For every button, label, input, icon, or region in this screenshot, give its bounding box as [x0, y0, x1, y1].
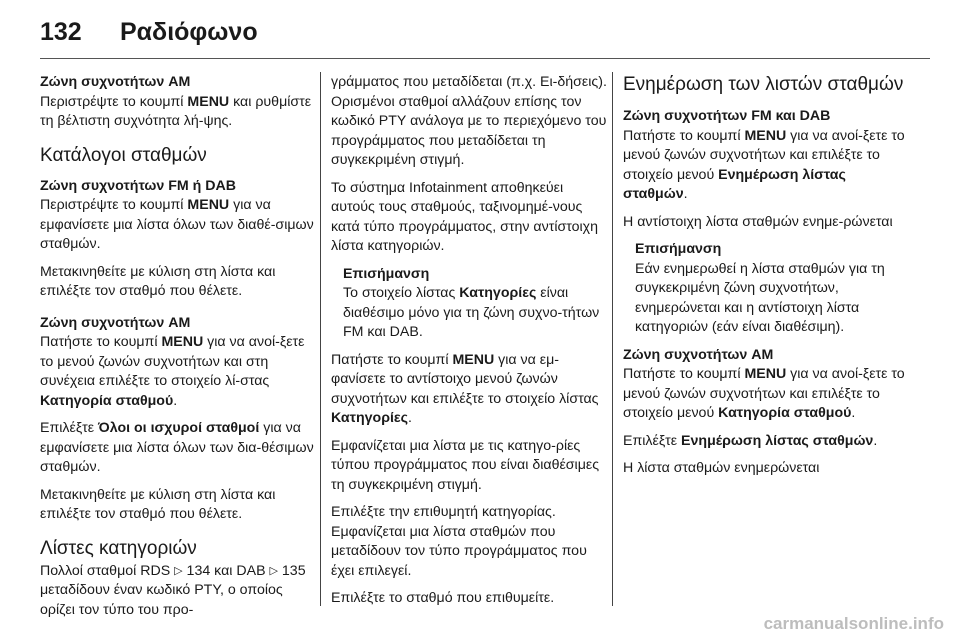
select-station-paragraph: Επιλέξτε το σταθμό που επιθυμείτε.: [331, 590, 555, 606]
menu-item-label: Κατηγορία σταθμού: [718, 405, 852, 421]
menu-item-label: Ενημέρωση λίστας σταθμών: [681, 432, 874, 449]
menu-button-label: MENU: [744, 366, 787, 382]
column-3: [623, 73, 913, 487]
pty-paragraph: γράμματος που μεταδίδεται (π.χ. Ει-δήσεις). Ορισμένοι σταθμοί αλλάζουν επίσης τον κωδικό PTY ανάλογα με το περιεχόμενο του προγράμματος που μεταδίδεται τη συγκεκριμένη στιγμή.: [331, 74, 607, 168]
column-divider-1: [320, 72, 321, 606]
subheading: Ζώνη συχνοτήτων FM και DAB: [623, 108, 831, 124]
column-2: [331, 73, 607, 617]
category-list-paragraph: Εμφανίζεται μια λίστα με τις κατηγο-ρίες τύπου προγράμματος που είναι διαθέσιμες τη συγκεκριμένη στιγμή.: [331, 437, 600, 493]
select-paragraph: Επιλέξτε Όλοι οι ισχυροί σταθμοί για να εμφανίσετε μια λίστα όλων των δια-θέσιμων σταθμών.: [40, 420, 314, 475]
update-status-paragraph: Η αντίστοιχη λίστα σταθμών ενημε-ρώνεται: [623, 213, 893, 230]
menu-button-label: MENU: [187, 197, 230, 213]
cross-reference-arrow-icon: ▷: [174, 564, 183, 577]
scroll-paragraph: Μετακινηθείτε με κύλιση στη λίστα και επιλέξτε τον σταθμό που θέλετε.: [40, 486, 276, 522]
menu-button-label: MENU: [161, 334, 204, 350]
menu-button-label: MENU: [187, 93, 230, 110]
menu-paragraph: Πατήστε το κουμπί MENU για να εμ-φανίσετε το αντίστοιχο μενού ζωνών συχνοτήτων και επιλέξτε το στοιχείο λίστας Κατηγορίες.: [331, 351, 599, 426]
column-1: [40, 73, 315, 628]
am-tuning-paragraph: Ζώνη συχνοτήτων AM Περιστρέψτε το κουμπί MENU και ρυθμίστε τη βέλτιστη συχνότητα λή-ψης.: [40, 74, 312, 129]
menu-item-label: Κατηγορίες: [459, 285, 537, 301]
select-category-paragraph: Επιλέξτε την επιθυμητή κατηγορίας. Εμφανίζεται μια λίστα σταθμών που μεταδίδουν τον τύπο προγράμματος που έχει επιλεγεί.: [331, 504, 587, 579]
select-update-paragraph: Επιλέξτε Ενημέρωση λίστας σταθμών.: [623, 432, 878, 449]
fm-dab-update-paragraph: Ζώνη συχνοτήτων FM και DAB Πατήστε το κουμπί MENU για να ανοί-ξετε το μενού ζωνών συχνοτήτων και επιλέξτε το στοιχείο μενού Ενημέρωση λίστας σταθμών.: [623, 108, 905, 202]
subheading: Ζώνη συχνοτήτων AM: [40, 74, 191, 90]
subheading: Ζώνη συχνοτήτων AM: [40, 314, 191, 331]
am-list-paragraph: Ζώνη συχνοτήτων AM Πατήστε το κουμπί MENU για να ανοί-ξετε το μενού ζωνών συχνοτήτων και στη συνέχεια επιλέξτε το στοιχείο λί-στας Κατηγορία σταθμού.: [40, 314, 305, 409]
menu-item-label: Ενημέρωση λίστας σταθμών: [623, 166, 846, 202]
section-title: Ενημέρωση των λιστών σταθμών: [623, 74, 904, 95]
menu-item-label: Όλοι οι ισχυροί σταθμοί: [98, 420, 260, 436]
fm-dab-paragraph: Ζώνη συχνοτήτων FM ή DAB Περιστρέψτε το κουμπί MENU για να εμφανίσετε μια λίστα όλων των διαθέ-σιμων σταθμών.: [40, 177, 314, 252]
update-status-paragraph: Η λίστα σταθμών ενημερώνεται: [623, 460, 820, 476]
menu-item-label: Κατηγορία σταθμού: [40, 392, 174, 409]
menu-item-label: Κατηγορίες: [331, 410, 409, 426]
am-update-paragraph: Ζώνη συχνοτήτων AM Πατήστε το κουμπί MENU για να ανοί-ξετε το μενού ζωνών συχνοτήτων και επιλέξτε το στοιχείο μενού Κατηγορία σταθμού.: [623, 346, 905, 421]
section-title: Λίστες κατηγοριών: [40, 537, 197, 559]
subheading: Ζώνη συχνοτήτων AM: [623, 346, 774, 363]
note-box: Επισήμανση Το στοιχείο λίστας Κατηγορίες είναι διαθέσιμο μόνο για τη ζώνη συχνο-τήτων FM και DAB.: [343, 265, 600, 340]
menu-button-label: MENU: [452, 351, 495, 368]
page-title: Ραδιόφωνο: [120, 18, 258, 46]
watermark: carmanualsonline.info: [763, 614, 944, 633]
section-title: Κατάλογοι σταθμών: [40, 144, 207, 166]
header-rule: [40, 58, 930, 59]
note-box: Επισήμανση Εάν ενημερωθεί η λίστα σταθμών για τη συγκεκριμένη ζώνη συχνοτήτων, ενημερώνεται και η αντίστοιχη λίστα κατηγοριών (εάν είναι διαθέσιμη).: [635, 241, 885, 335]
scroll-paragraph: Μετακινηθείτε με κύλιση στη λίστα και επιλέξτε τον σταθμό που θέλετε.: [40, 263, 276, 299]
cross-reference-arrow-icon: ▷: [269, 564, 278, 577]
column-divider-2: [612, 72, 613, 606]
note-heading: Επισήμανση: [343, 265, 430, 282]
menu-button-label: MENU: [744, 127, 787, 144]
subheading: Ζώνη συχνοτήτων FM ή DAB: [40, 177, 236, 194]
note-heading: Επισήμανση: [635, 241, 722, 257]
page-number: 132: [40, 18, 82, 46]
category-intro-paragraph: Πολλοί σταθμοί RDS ▷ 134 και DAB ▷ 135 μεταδίδουν έναν κωδικό PTY, ο οποίος ορίζει τον τύπο του προ-: [40, 562, 306, 618]
page-header: [40, 14, 940, 64]
infotainment-paragraph: Το σύστημα Infotainment αποθηκεύει αυτούς τους σταθμούς, ταξινομημέ-νους κατά τύπο προγράμματος, στην αντίστοιχη λίστα κατηγοριών.: [331, 179, 599, 254]
